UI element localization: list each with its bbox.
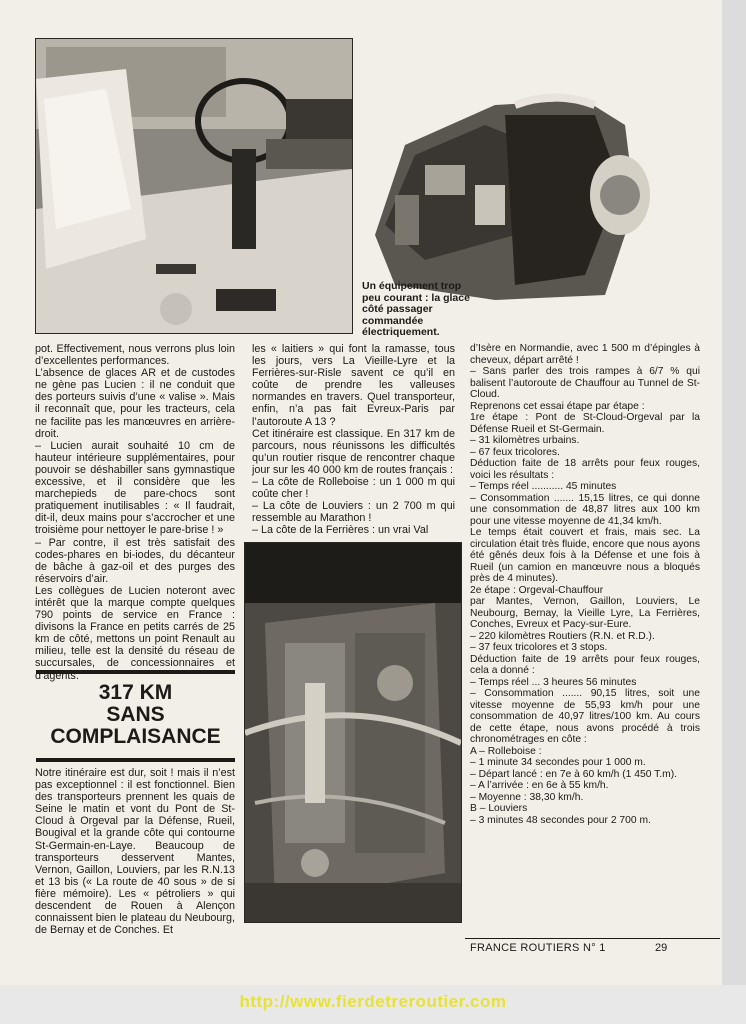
heading-line: 317 KM [98,681,173,704]
paragraph: – 3 minutes 48 secondes pour 2 700 m. [470,814,651,826]
paragraph: – 220 kilomètres Routiers (R.N. et R.D.). [470,630,655,642]
photo-caption: Un équipement trop peu courant : la glace côté passager commandée électriquement. [362,280,470,338]
paragraph: – Temps réel ........... 45 minutes [470,481,617,492]
heading-line: COMPLAISANCE [50,725,221,748]
column-1-bottom [35,767,235,936]
paragraph: Cet itinéraire est classique. En 317 km de parcours, nous réunissons les difficultés qu’un routier risque de rencontrer chaque jour sur les 40 000 km de routes français : [252,427,455,476]
paragraph: A – Rolleboise : [470,745,542,757]
watermark-link[interactable]: http://www.fierdetreroutier.com [239,992,507,1011]
paragraph: Déduction faite de 18 arrêts pour feux rouges, voici les résultats : [470,458,700,481]
paragraph: – Sans parler des trois rampes à 6/7 % qui balisent l’autoroute de Chauffour au Tunnel de St-Cloud. [470,366,700,400]
heading-line: SANS [106,703,165,726]
paragraph: – Consommation ....... 15,15 litres, ce qui donne une consommation de 48,87 litres aux 100 km pour une vitesse moyenne de 41,34 km/h. [470,492,700,527]
paragraph: B – Louviers [470,803,528,814]
paragraph: – La côte de la Ferrières : un vrai Val [252,524,429,537]
paragraph: pot. Effectivement, nous verrons plus loin d’excellentes performances. [35,343,235,368]
paragraph: 2e étape : Orgeval-Chauffour [470,584,604,596]
paragraph: d’Isère en Normandie, avec 1 500 m d’épingles à cheveux, départ arrêté ! [470,343,700,366]
paragraph: L’absence de glaces AR et de custodes ne gène pas Lucien : il ne conduit que des porteurs suivis d’une « valise ». Mais il reconnaît que, pour les tracteurs, cela ne facilite pas les manœuvres en arrière-droit. [35,367,235,440]
paragraph: Reprenons cet essai étape par étape : [470,400,645,412]
column-1-top [35,343,235,682]
paragraph: – 37 feux tricolores et 3 stops. [470,642,608,653]
paragraph: – 31 kilomètres urbains. [470,435,580,446]
paragraph: 1re étape : Pont de St-Cloud-Orgeval par la Défense Rueil et St-Germain. [470,412,700,435]
magazine-name: FRANCE ROUTIERS N° 1 [470,942,606,954]
page-number: 29 [655,942,668,954]
engine-cutaway-photo [365,85,670,310]
footer-rule [465,938,720,939]
paragraph: par Mantes, Vernon, Gaillon, Louviers, Le Neubourg, Bernay, la Vieille Lyre, La Ferrières, Conches, Evreux et Pacy-sur-Eure. [470,596,700,630]
paragraph: Les collègues de Lucien noteront avec intérêt que la marque compte quelques 790 points de service en France : divisons la France en petits carrés de 25 km de côté, mettons un point Renault au milieu, telle est la densité du réseau de succursales, de concessionnaires et d’agents. [35,584,235,682]
engine-bay-photo [244,542,462,923]
paragraph: – Consommation ....... 90,15 litres, soit une vitesse moyenne de 55,93 km/h pour une consommation de 40,97 litres/100 km. Au cours de cette étape, nous avons procédé à trois chronométrages en côte : [470,688,700,745]
paragraph: Notre itinéraire est dur, soit ! mais il n’est pas exceptionnel : il est fonctionnel. Bien des transporteurs prennent les quais de Seine le matin et vont du Pont de St-Cloud à Orgeval par la Défense, Rueil, Bougival et la grande côte qui contourne St-Germain-en-Laye. Beaucoup de transporteurs desservent Mantes, Vernon, Gaillon, Louviers, par les R.N.13 et 13 bis (« La route de 40 sous » de si fière mémoire). Les « pétroliers » qui descendent de Rouen à Alençon connaissent bien le plateau du Neubourg, de Bernay et de Conches. Et [35,767,235,937]
paragraph: – Départ lancé : en 7e à 60 km/h (1 450 T.m). [470,768,678,780]
paragraph: – Lucien aurait souhaité 10 cm de hauteur intérieure supplémentaires, pour pouvoir se déshabiller sans gymnastique excessive, et il considère que les marchepieds de pare-chocs sont pratiquement inutilisables : « Il faudrait, dit-il, deux mains pour s’accrocher et une troisième pour nettoyer le pare-brise ! » [35,439,235,537]
column-3 [470,343,700,826]
cab-interior-photo [35,38,353,334]
paragraph: – Temps réel ... 3 heures 56 minutes [470,676,637,688]
paragraph: Le temps était couvert et frais, mais sec. La circulation était très fluide, encore que nous ayons été gênés deux fois à la Défense et une fois à Rueil (un camion en manœuvre nous a bloqués près de 4 minutes). [470,527,700,584]
paragraph: – 67 feux tricolores. [470,446,560,458]
scan-edge [722,0,746,985]
paragraph: – La côte de Rolleboise : un 1 000 m qui coûte cher ! [252,476,455,501]
paragraph: – A l’arrivée : en 6e à 55 km/h. [470,780,609,791]
paragraph: – Moyenne : 38,30 km/h. [470,791,584,803]
paragraph: – La côte de Louviers : un 2 700 m qui ressemble au Marathon ! [252,500,455,525]
paragraph: les « laitiers » qui font la ramasse, tous les jours, vers La Vieille-Lyre et la Ferrières-sur-Risle savent ce qu’il en coûte de prendre les valleuses normandes en travers. Quel transporteur, enfin, n’a pas fait Evreux-Paris par l’autoroute A 13 ? [252,343,455,428]
paragraph: – 1 minute 34 secondes pour 1 000 m. [470,757,646,768]
section-heading [36,670,235,762]
paragraph: Déduction faite de 19 arrêts pour feux rouges, cela a donné : [470,653,700,676]
paragraph: – Par contre, il est très satisfait des codes-phares en bi-iodes, du décanteur de bâche à gaz-oil et des purges des réservoirs d’air. [35,536,235,585]
column-2-top [252,343,455,537]
